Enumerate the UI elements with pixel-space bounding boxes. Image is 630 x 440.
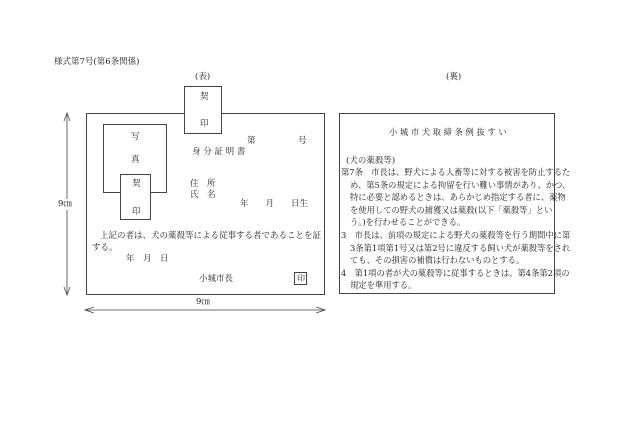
small-seal-top-char: 契 xyxy=(132,179,141,189)
small-seal-bottom-char: 印 xyxy=(132,207,141,217)
certificate-number-label: 第 xyxy=(247,136,256,146)
name-label: 氏 名 xyxy=(190,190,216,200)
article-line: ても、その損害の補償は行わないものとする。 xyxy=(350,255,525,266)
issuer-name: 小城市長 xyxy=(199,274,234,284)
seal-box-bottom-char: 印 xyxy=(200,119,209,129)
seal-box-top-char: 契 xyxy=(200,92,209,102)
front-side-label: (表) xyxy=(195,72,211,82)
issuer-seal xyxy=(294,272,307,285)
article-line: う。)を行わせることができる。 xyxy=(350,217,466,228)
seal-box xyxy=(184,86,222,134)
article-line: 3 市長は、前項の規定による野犬の薬殺等を行う期間中に第 xyxy=(341,229,571,240)
certificate-number-suffix: 号 xyxy=(298,136,307,146)
back-section-heading: (犬の薬殺等) xyxy=(346,156,396,166)
certificate-body-line-2: する。 xyxy=(92,243,118,253)
article-line: め、第5条の規定による拘留を行い難い事情があり、かつ、 xyxy=(350,179,571,190)
article-line: 4 第1項の者が犬の薬殺等に従事するときは、第4条第2項の xyxy=(341,267,570,278)
issue-date: 年 月 日 xyxy=(126,254,169,264)
width-dimension-label: 9㎝ xyxy=(196,297,210,307)
form-number-label: 様式第7号(第6条関係) xyxy=(54,57,140,67)
birth-date: 年 月 日生 xyxy=(240,199,309,209)
issuer-seal-char: 印 xyxy=(297,274,305,283)
photo-char-1: 写 xyxy=(131,132,140,142)
certificate-title: 身 分 証 明 書 xyxy=(192,147,246,157)
address-label: 住 所 xyxy=(190,179,216,189)
small-seal-box xyxy=(120,174,151,220)
photo-char-2: 真 xyxy=(131,155,140,165)
article-line: 第7条 市長は、野犬による人畜等に対する被害を防止するた xyxy=(341,167,571,177)
article-line: 3条第1項第1号又は第2号に違反する飼い犬が薬殺等をされ xyxy=(350,242,571,253)
back-side-label: (裏) xyxy=(446,72,462,82)
height-dimension-label: 9㎝ xyxy=(58,199,72,209)
certificate-body-line-1: 上記の者は、犬の薬殺等による従事する者であることを証 xyxy=(100,231,322,241)
article-line: を使用しての野犬の捕獲又は薬殺(以下「薬殺等」とい xyxy=(350,204,553,215)
back-title: 小 城 市 犬 取 締 条 例 抜 す い xyxy=(389,127,507,137)
back-article-text xyxy=(341,166,570,292)
article-line: 特に必要と認めるときは、あらかじめ指定する者に、薬物 xyxy=(350,192,566,203)
article-line: 規定を準用する。 xyxy=(350,280,417,291)
